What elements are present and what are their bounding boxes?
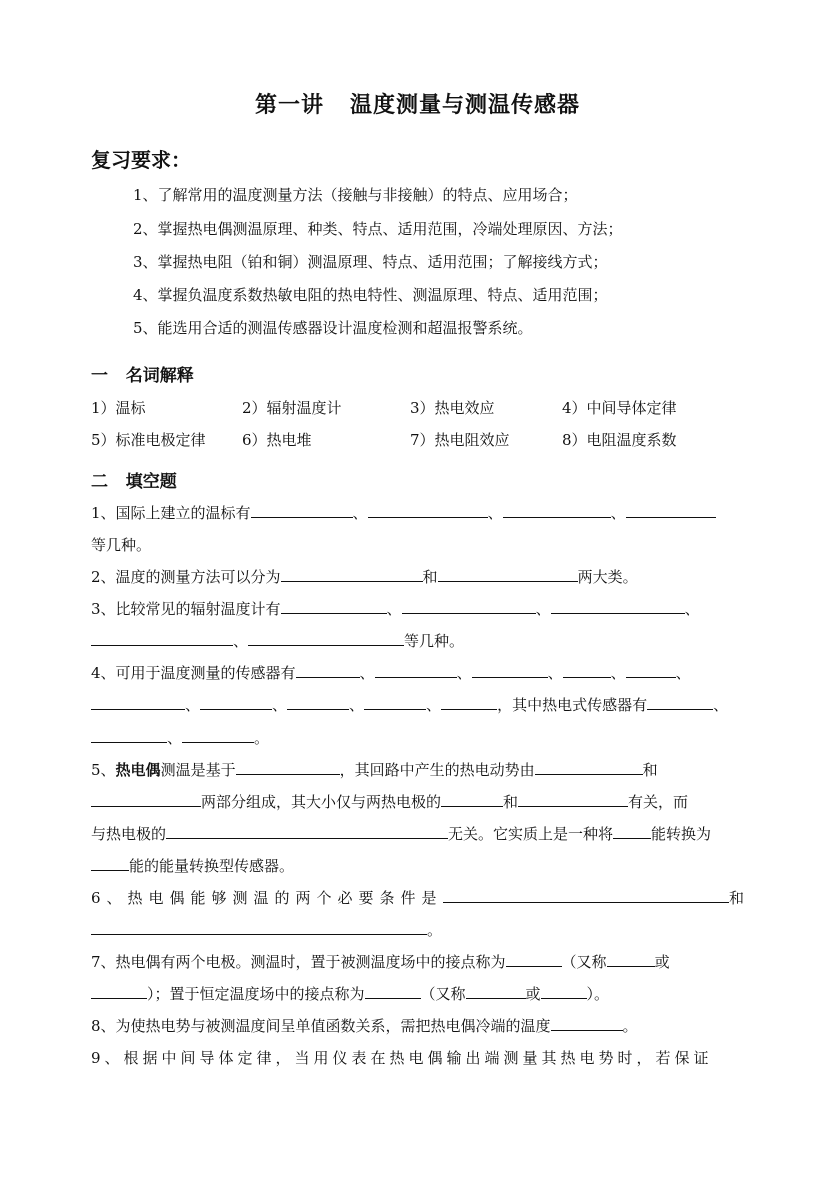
answer-blank[interactable] [182, 728, 254, 743]
answer-blank[interactable] [626, 503, 716, 518]
question-text: 测温是基于 [160, 761, 236, 779]
separator: 、 [272, 696, 288, 714]
separator: 、 [233, 632, 249, 650]
answer-blank[interactable] [364, 695, 426, 710]
question-text: 4、可用于温度测量的传感器有 [91, 664, 296, 682]
question-3-cont [91, 631, 464, 651]
answer-blank[interactable] [551, 1016, 623, 1031]
answer-blank[interactable] [251, 503, 353, 518]
separator: 、 [713, 696, 729, 714]
question-text: 或 [654, 953, 670, 971]
answer-blank[interactable] [91, 920, 427, 935]
separator: 、 [535, 600, 551, 618]
separator: 、 [426, 696, 442, 714]
question-text: 和 [503, 793, 519, 811]
term-item: 3）热电效应 [410, 399, 495, 417]
answer-blank[interactable] [365, 984, 421, 999]
separator: 、 [185, 696, 201, 714]
review-item: 1、了解常用的温度测量方法（接触与非接触）的特点、应用场合； [133, 186, 578, 204]
question-1 [91, 503, 716, 523]
question-9 [91, 1048, 713, 1068]
answer-blank[interactable] [647, 695, 713, 710]
answer-blank[interactable] [472, 663, 548, 678]
question-text: 1、国际上建立的温标有 [91, 504, 251, 522]
question-text: 7、热电偶有两个电极。测温时，置于被测温度场中的接点称为 [91, 953, 506, 971]
question-text: 等几种。 [91, 536, 152, 554]
question-text: 。 [254, 729, 270, 747]
question-4-cont2 [91, 728, 269, 748]
answer-blank[interactable] [91, 695, 185, 710]
answer-blank[interactable] [466, 984, 526, 999]
answer-blank[interactable] [441, 792, 503, 807]
separator: 、 [610, 504, 626, 522]
answer-blank[interactable] [287, 695, 349, 710]
question-5-cont [91, 792, 688, 812]
question-text: （又称 [420, 985, 466, 1003]
question-text: 无关。它实质上是一种将 [448, 825, 614, 843]
answer-blank[interactable] [91, 631, 233, 646]
question-text: 两部分组成，其大小仅与两热电极的 [201, 793, 442, 811]
term-item: 5）标准电极定律 [91, 431, 206, 449]
question-text: 。 [622, 1017, 638, 1035]
question-text: 能转换为 [651, 825, 712, 843]
page-title: 第一讲 温度测量与测温传感器 [255, 93, 580, 118]
answer-blank[interactable] [281, 567, 423, 582]
question-text: 等几种。 [404, 632, 465, 650]
question-text: 3、比较常见的辐射温度计有 [91, 600, 281, 618]
answer-blank[interactable] [441, 695, 497, 710]
question-text: 和 [422, 568, 438, 586]
question-text: 2、温度的测量方法可以分为 [91, 568, 281, 586]
answer-blank[interactable] [200, 695, 272, 710]
separator: 、 [487, 504, 503, 522]
question-text: ，其回路中产生的热电动势由 [339, 761, 535, 779]
review-item: 2、掌握热电偶测温原理、种类、特点、适用范围，冷端处理原因、方法； [133, 220, 623, 238]
question-7 [91, 952, 670, 972]
term-item: 2）辐射温度计 [242, 399, 342, 417]
term-item: 8）电阻温度系数 [562, 431, 677, 449]
question-3 [91, 599, 700, 619]
question-text: 两大类。 [577, 568, 638, 586]
question-5-cont2 [91, 824, 711, 844]
question-2 [91, 567, 638, 587]
question-number: 5、 [91, 761, 116, 779]
question-text: 9、根据中间导体定律，当用仪表在热电偶输出端测量其热电势时，若保证 [91, 1049, 713, 1067]
answer-blank[interactable] [368, 503, 488, 518]
answer-blank[interactable] [626, 663, 676, 678]
question-text: ）；置于恒定温度场中的接点称为 [147, 985, 365, 1003]
question-5-cont3 [91, 856, 294, 876]
question-1-cont [91, 535, 151, 555]
question-text: 或 [525, 985, 541, 1003]
question-text: 能的能量转换型传感器。 [129, 857, 295, 875]
answer-blank[interactable] [281, 599, 387, 614]
answer-blank[interactable] [438, 567, 578, 582]
answer-blank[interactable] [518, 792, 628, 807]
question-7-cont [91, 984, 609, 1004]
answer-blank[interactable] [551, 599, 685, 614]
term-item: 1）温标 [91, 399, 146, 417]
answer-blank[interactable] [91, 856, 129, 871]
question-text: 有关，而 [628, 793, 689, 811]
separator: 、 [610, 664, 626, 682]
separator: 、 [675, 664, 691, 682]
question-text: 与热电极的 [91, 825, 167, 843]
separator: 、 [167, 729, 183, 747]
answer-blank[interactable] [248, 631, 404, 646]
answer-blank[interactable] [563, 663, 611, 678]
section-heading-fill: 二 填空题 [91, 472, 177, 492]
question-6 [91, 888, 744, 908]
answer-blank[interactable] [91, 984, 147, 999]
separator: 、 [349, 696, 365, 714]
separator: 、 [352, 504, 368, 522]
separator: 、 [386, 600, 402, 618]
answer-blank[interactable] [613, 824, 651, 839]
emphasis-term: 热电偶 [115, 761, 161, 779]
review-item: 4、掌握负温度系数热敏电阻的热电特性、测温原理、特点、适用范围； [133, 286, 608, 304]
separator: 、 [456, 664, 472, 682]
answer-blank[interactable] [607, 952, 655, 967]
question-8 [91, 1016, 638, 1036]
term-item: 6）热电堆 [242, 431, 312, 449]
separator: 、 [547, 664, 563, 682]
answer-blank[interactable] [503, 503, 611, 518]
separator: 、 [684, 600, 700, 618]
question-text: 6、热电偶能够测温的两个必要条件是 [91, 889, 443, 907]
question-6-cont [91, 920, 442, 940]
question-text: ，其中热电式传感器有 [497, 696, 648, 714]
question-5 [91, 760, 658, 780]
answer-blank[interactable] [402, 599, 536, 614]
question-text: 和 [642, 761, 658, 779]
question-4-cont [91, 695, 728, 715]
question-4 [91, 663, 691, 683]
answer-blank[interactable] [506, 952, 562, 967]
answer-blank[interactable] [535, 760, 643, 775]
answer-blank[interactable] [443, 888, 729, 903]
answer-blank[interactable] [296, 663, 360, 678]
question-text: 8、为使热电势与被测温度间呈单值函数关系，需把热电偶冷端的温度 [91, 1017, 551, 1035]
question-text: （又称 [561, 953, 607, 971]
answer-blank[interactable] [236, 760, 340, 775]
answer-blank[interactable] [541, 984, 587, 999]
question-text: 和 [728, 889, 744, 907]
review-heading: 复习要求： [91, 148, 191, 172]
question-text: 。 [427, 921, 443, 939]
answer-blank[interactable] [91, 792, 201, 807]
separator: 、 [359, 664, 375, 682]
review-item: 3、掌握热电阻（铂和铜）测温原理、特点、适用范围；了解接线方式； [133, 253, 608, 271]
answer-blank[interactable] [375, 663, 457, 678]
term-item: 7）热电阻效应 [410, 431, 510, 449]
term-item: 4）中间导体定律 [562, 399, 677, 417]
answer-blank[interactable] [91, 728, 167, 743]
review-item: 5、能选用合适的测温传感器设计温度检测和超温报警系统。 [133, 319, 533, 337]
section-heading-terms: 一 名词解释 [91, 366, 194, 386]
question-text: ）。 [586, 985, 610, 1003]
answer-blank[interactable] [166, 824, 448, 839]
